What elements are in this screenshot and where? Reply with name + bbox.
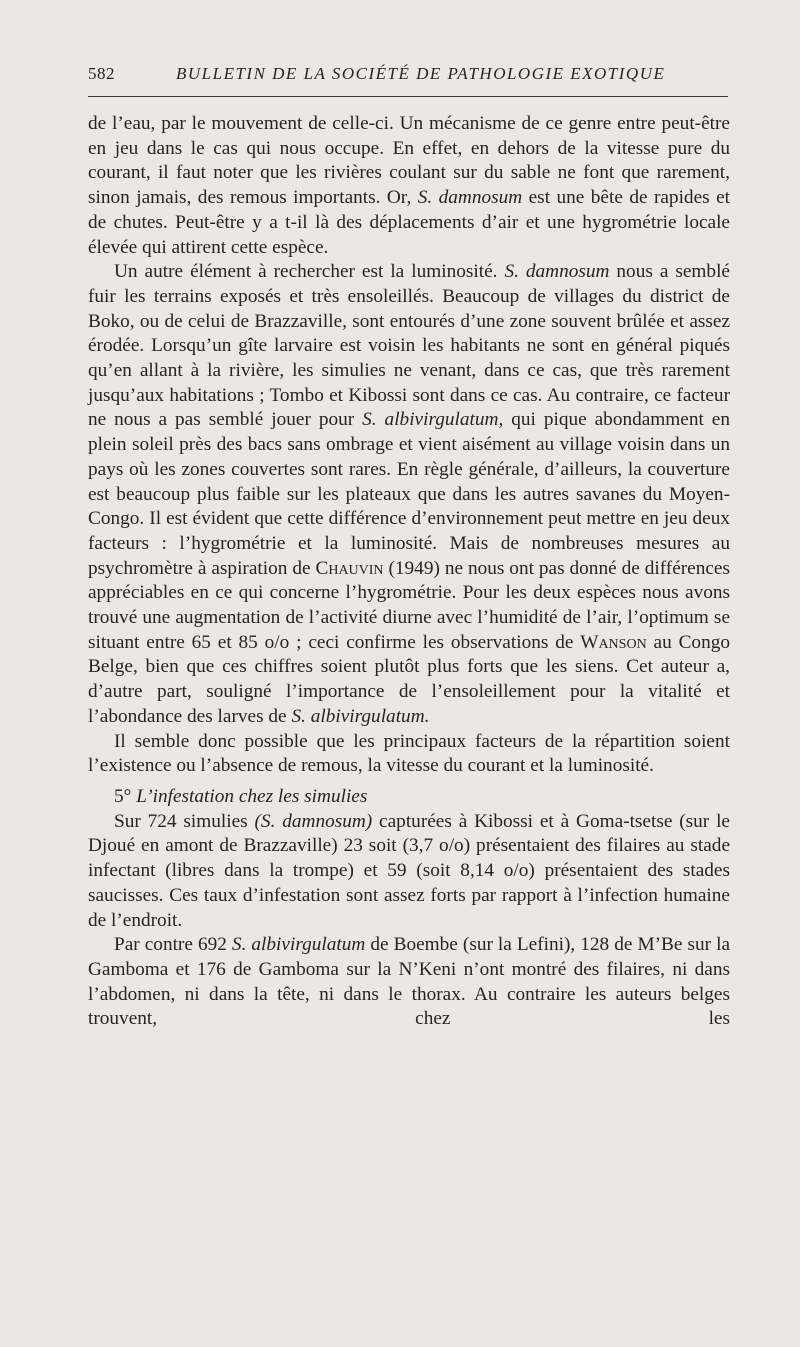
paragraph-3 [88,730,730,779]
text-run: Par contre 692 [114,934,232,956]
species-name: S. albivirgulatum [231,934,366,956]
section-heading [88,785,730,810]
paragraph-4 [88,810,730,934]
species-name: S. damnosum [417,187,523,209]
text-run: nous a semblé fuir les terrains exposés et très ensoleillés. Beaucoup de villages du district de Boko, ou de celui de Brazzaville, sont entourés d’une zone souvent brûlée et assez érodée. Lorsqu’un gîte larvaire est voisin les habitants ne sont en général piqués qu’en allant à la rivière, les simulies ne venant, dans ce cas, que très rarement jusqu’aux habitations ; Tombo et Kibossi sont dans ce cas. Au contraire, ce facteur ne nous a pas semblé jouer pour [88,261,730,431]
section-title: L’infestation chez les simulies [136,785,368,807]
text-run: est une bête de rapides et de chutes. Peut-être y a t-il là des déplacements d’air et une hygrométrie locale élevée qui attirent cette espèce. [88,187,730,258]
author-name: Chauvin [315,557,384,579]
species-name: S. albivirgulatum, [362,409,504,431]
paragraph-1 [88,112,730,260]
text-run: au Congo Belge, bien que ces chiffres soient plutôt plus forts que les siens. Cet auteur a, d’autre part, souligné l’importance de l’ensoleillement pour la vitalité et l’abondance des larves de [88,631,730,727]
text-run: de l’eau, par le mouvement de celle-ci. Un mécanisme de ce genre entre peut-être en jeu dans le cas qui nous occupe. En effet, en dehors de la vitesse pure du courant, il faut noter que les rivières coulant sur du sable ne font que rarement, sinon jamais, des remous importants. Or, [88,113,730,209]
header-rule [88,96,728,97]
page-number: 582 [88,64,115,83]
species-name: S. damnosum [504,261,610,283]
paragraph-2 [88,260,730,729]
paragraph-5 [88,933,730,1032]
section-number: 5° [114,785,132,807]
author-name: Wanson [580,631,647,653]
species-name: S. albivirgulatum. [291,705,430,727]
text-run: capturées à Kibossi et à Goma-tsetse (sur le Djoué en amont de Brazzaville) 23 soit (3,7 o/o) présentaient des filaires au stade infectant (libres dans la trompe) et 59 (soit 8,14 o/o) présentaient des stades saucisses. Ces taux d’infestation sont assez forts par rapport à l’infection humaine de l’endroit. [88,810,730,931]
text-run: de Boembe (sur la Lefini), 128 de M’Be sur la Gamboma et 176 de Gamboma sur la N’Keni n’ont montré des filaires, ni dans l’abdomen, ni dans la tête, ni dans le thorax. Au contraire les auteurs belges trouvent, chez les [88,934,730,1030]
text-run: Sur 724 simulies [114,810,255,832]
text-run: Un autre élément à rechercher est la luminosité. [114,261,505,283]
text-run: (1949) ne nous ont pas donné de différences appréciables en ce qui concerne l’hygrométrie. Pour les deux espèces nous avons trouvé une augmentation de l’activité diurne avec l’humidité de l’air, l’optimum se situant entre 65 et 85 o/o ; ceci confirme les observations de [88,557,730,653]
article-body [88,112,730,1032]
text-run: qui pique abondamment en plein soleil près des bacs sans ombrage et vient aisément au village voisin dans un pays où les zones couvertes sont rares. En règle générale, d’ailleurs, la couverture est beaucoup plus faible sur les plateaux que dans les autres savanes du Moyen-Congo. Il est évident que cette différence d’environnement peut mettre en jeu deux facteurs : l’hygrométrie et la luminosité. Mais de nombreuses mesures au psychromètre à aspiration de [88,409,731,579]
text-run: Il semble donc possible que les principaux facteurs de la répartition soient l’existence ou l’absence de remous, la vitesse du courant et la luminosité. [88,730,730,777]
species-name: (S. damnosum) [254,810,373,832]
running-header [88,64,730,90]
journal-title: BULLETIN DE LA SOCIÉTÉ DE PATHOLOGIE EXOTIQUE [176,64,666,83]
